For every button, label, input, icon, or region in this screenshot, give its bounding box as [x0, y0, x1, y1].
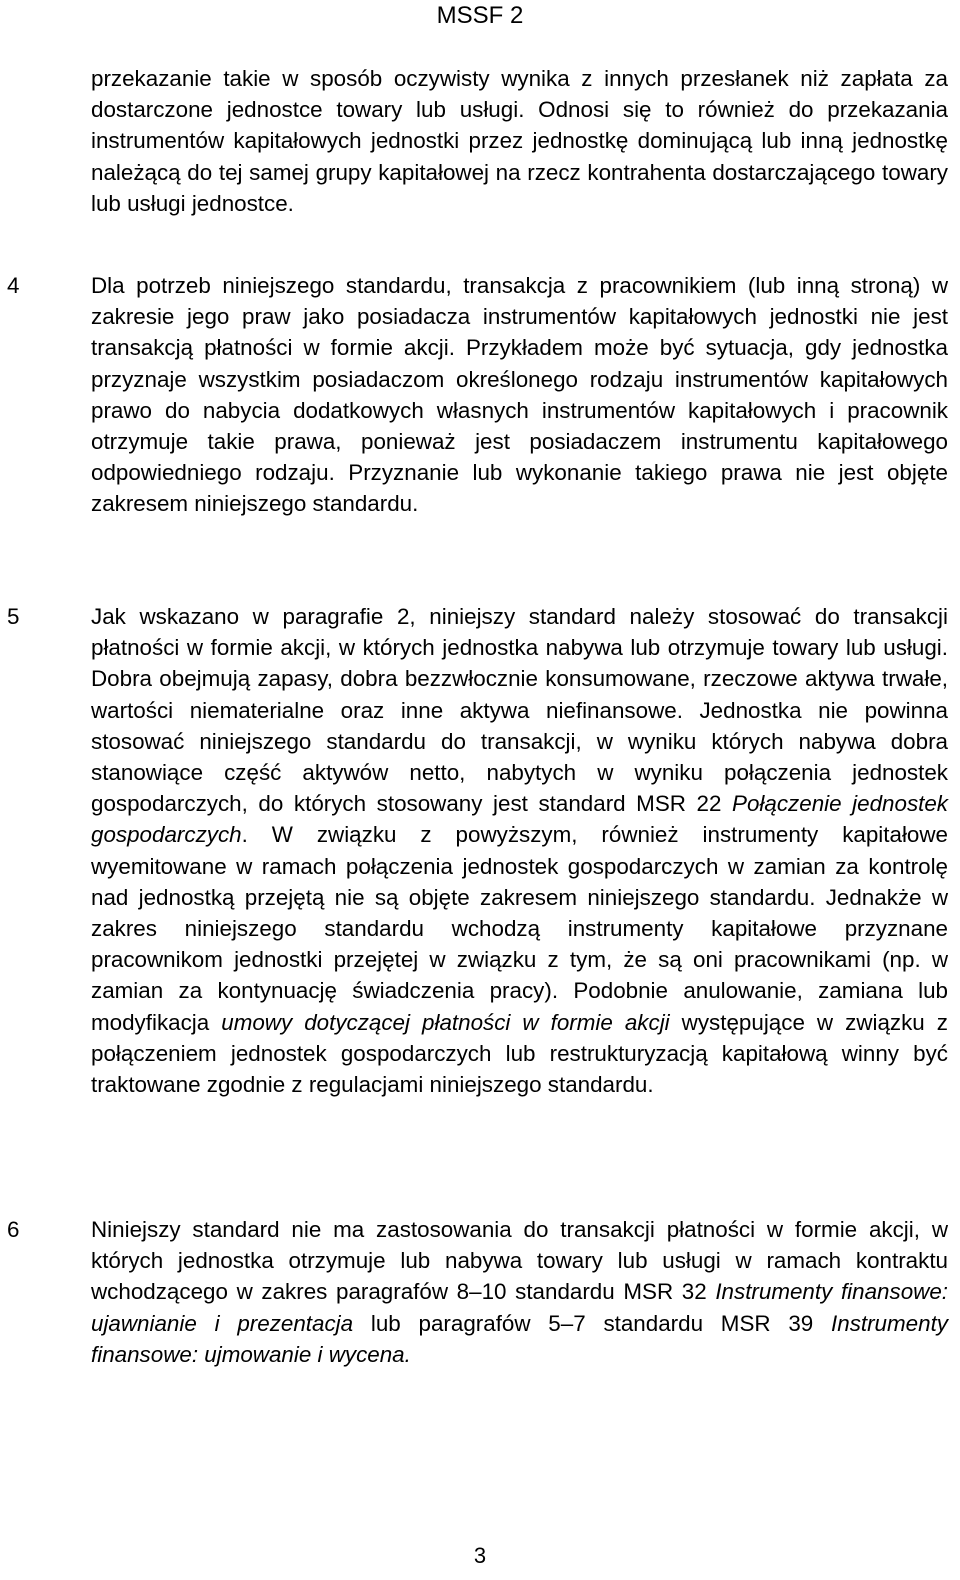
paragraph-5-text-1: Jak wskazano w paragrafie 2, niniejszy standard należy stosować do transakcji płatności w formie akcji, w których jednostka nabywa lub otrzymuje towary lub usługi. Dobra obejmują zapasy, dobra bezzwłocznie konsumowane, rzeczowe aktywa trwałe, wartości niematerialne oraz inne aktywa niefinansowe. Jednostka nie powinna stosować niniejszego standardu do transakcji, w wyniku których nabywa dobra stanowiące część aktywów netto, nabytych w wyniku połączenia jednostek gospodarczych, do których stosowany jest standard MSR 22: [91, 604, 948, 817]
paragraph-6-italic-1: Instrumenty finansowe: ujawnianie i prezentacja: [91, 1279, 948, 1336]
paragraph-6: [91, 1214, 948, 1370]
paragraph-number-4: 4: [7, 273, 20, 298]
paragraph-5-text-2: . W związku z powyższym, również instrumenty kapitałowe wyemitowane w ramach połączenia jednostek gospodarczych w zamian za kontrolę nad jednostką przejętą nie są objęte zakresem niniejszego standardu. Jednakże w zakres niniejszego standardu wchodzą instrumenty kapitałowe przyznane pracownikom jednostki przejętej w związku z tym, że są oni pracownikami (np. w zamian za kontynuację świadczenia pracy). Podobnie anulowanie, zamiana lub modyfikacja: [91, 822, 948, 1035]
page-number: 3: [473, 1543, 487, 1568]
paragraph-number-6: 6: [7, 1217, 20, 1242]
paragraph-5-text-3: występujące w związku z połączeniem jednostek gospodarczych lub restrukturyzacją kapitałową winny być traktowane zgodnie z regulacjami niniejszego standardu.: [91, 1009, 948, 1098]
paragraph-6-text-2: lub paragrafów 5–7 standardu MSR 39: [353, 1310, 832, 1336]
paragraph-6-italic-2: Instrumenty finansowe: ujmowanie i wycena.: [91, 1310, 948, 1367]
paragraph-4: Dla potrzeb niniejszego standardu, transakcja z pracownikiem (lub inną stroną) w zakresie jego praw jako posiadacza instrumentów kapitałowych jednostki nie jest transakcją płatności w formie akcji. Przykładem może być sytuacja, gdy jednostka przyznaje wszystkim posiadaczom określonego rodzaju instrumentów kapitałowych prawo do nabycia dodatkowych własnych instrumentów kapitałowych i pracownik otrzymuje takie prawa, ponieważ jest posiadaczem instrumentu kapitałowego odpowiedniego rodzaju. Przyznanie lub wykonanie takiego prawa nie jest objęte zakresem niniejszego standardu.: [91, 273, 948, 517]
paragraph-5-italic-1: Połączenie jednostek gospodarczych: [91, 791, 949, 848]
paragraph-number-5: 5: [7, 604, 20, 629]
paragraph-6-text-1: Niniejszy standard nie ma zastosowania do transakcji płatności w formie akcji, w których jednostka otrzymuje lub nabywa towary lub usługi w ramach kontraktu wchodzącego w zakres paragrafów 8–10 standardu MSR 32: [91, 1217, 948, 1305]
page-header-title: MSSF 2: [436, 2, 524, 29]
paragraph-5-italic-2: umowy dotyczącej płatności w formie akcji: [221, 1009, 670, 1035]
paragraph-5: [91, 601, 948, 1100]
intro-paragraph: przekazanie takie w sposób oczywisty wynika z innych przesłanek niż zapłata za dostarczone jednostce towary lub usługi. Odnosi się to również do przekazania instrumentów kapitałowych jednostki przez jednostkę dominującą lub inną jednostkę należącą do tej samej grupy kapitałowej na rzecz kontrahenta dostarczającego towary lub usługi jednostce.: [91, 66, 948, 216]
